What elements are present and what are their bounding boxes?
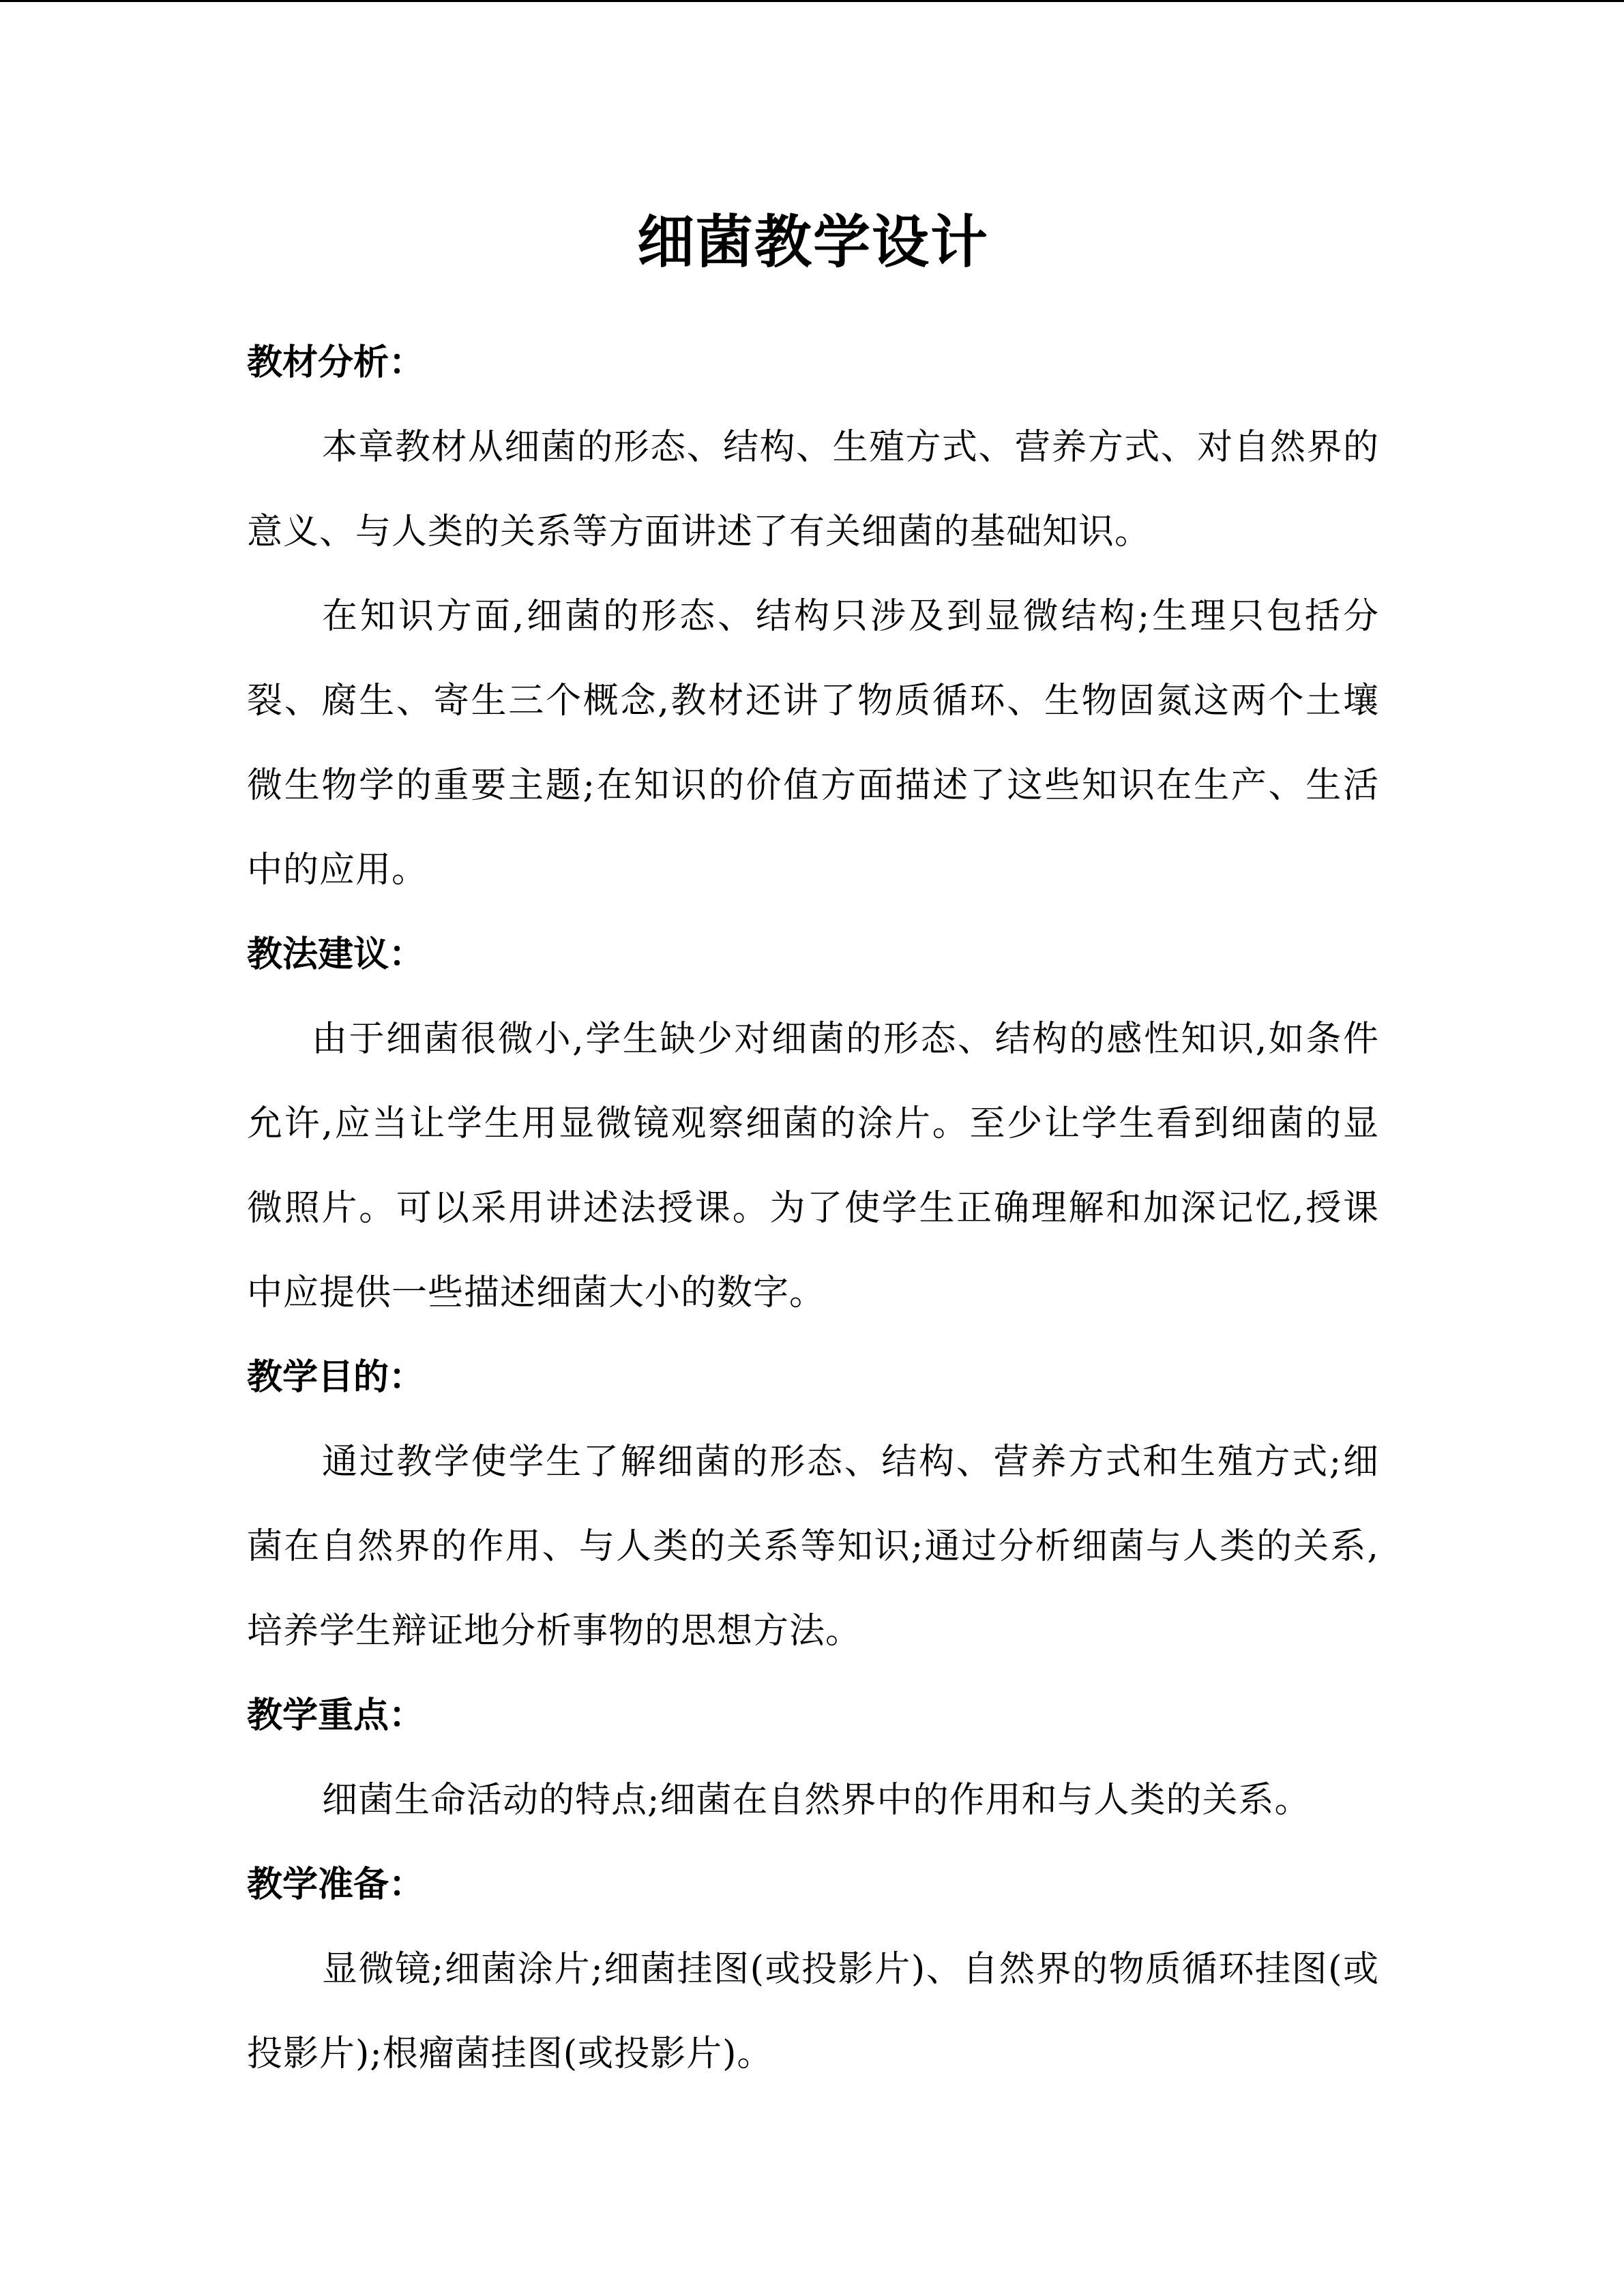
paragraph: 本章教材从细菌的形态、结构、生殖方式、营养方式、对自然界的意义、与人类的关系等方面讲述了有关细菌的基础知识。: [247, 427, 1379, 552]
section-heading: 教材分析：: [247, 342, 425, 383]
paragraph: 显微镜;细菌涂片;细菌挂图(或投影片)、自然界的物质循环挂图(或投影片);根瘤菌挂图(或投影片)。: [247, 1949, 1379, 2074]
paragraph: 由于细菌很微小,学生缺少对细菌的形态、结构的感性知识,如条件允许,应当让学生用显微镜观察细菌的涂片。至少让学生看到细菌的显微照片。可以采用讲述法授课。为了使学生正确理解和加深记忆,授课中应提供一些描述细菌大小的数字。: [247, 1019, 1379, 1313]
paragraph: 通过教学使学生了解细菌的形态、结构、营养方式和生殖方式;细菌在自然界的作用、与人类的关系等知识;通过分析细菌与人类的关系,培养学生辩证地分析事物的思想方法。: [247, 1442, 1379, 1652]
document-title: 细菌教学设计: [636, 208, 989, 275]
section-key-points: [247, 1673, 1379, 1843]
section-heading: 教学重点：: [247, 1695, 425, 1736]
section-heading: 教学目的：: [247, 1356, 425, 1398]
paragraph: 细菌生命活动的特点;细菌在自然界中的作用和与人类的关系。: [322, 1780, 1311, 1821]
section-teaching-objectives: [247, 1335, 1379, 1673]
paragraph: 在知识方面,细菌的形态、结构只涉及到显微结构;生理只包括分裂、腐生、寄生三个概念,教材还讲了物质循环、生物固氮这两个土壤微生物学的重要主题;在知识的价值方面描述了这些知识在生产、生活中的应用。: [247, 596, 1379, 891]
section-heading: 教学准备：: [247, 1864, 425, 1905]
top-border-line: [0, 0, 1624, 2]
document-content: [247, 198, 1379, 2096]
section-teaching-preparation: [247, 1843, 1379, 2096]
section-textbook-analysis: [247, 320, 1379, 912]
section-teaching-suggestions: [247, 912, 1379, 1335]
section-heading: 教法建议：: [247, 934, 425, 975]
